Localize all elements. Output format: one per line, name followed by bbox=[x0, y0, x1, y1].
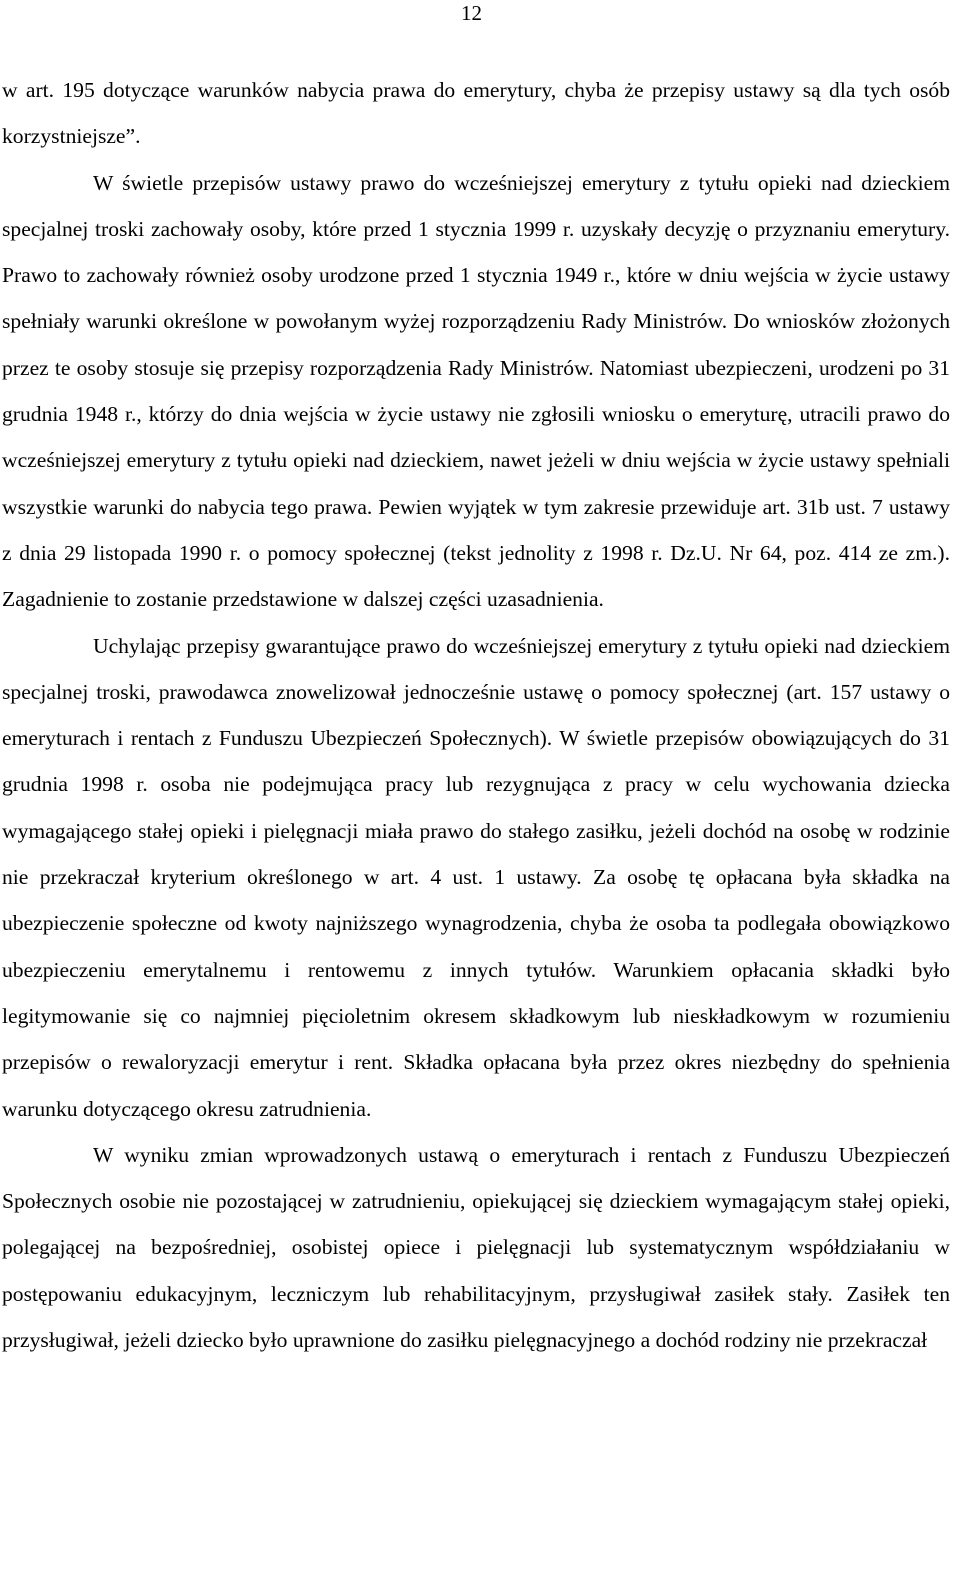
paragraph: W wyniku zmian wprowadzonych ustawą o emeryturach i rentach z Funduszu Ubezpieczeń Społecznych osobie nie pozostającej w zatrudnieniu, opiekującej się dzieckiem wymagającym stałej opieki, polegającej na bezpośredniej, osobistej opiece i pielęgnacji lub systematycznym współdziałaniu w postępowaniu edukacyjnym, leczniczym lub rehabilitacyjnym, przysługiwał zasiłek stały. Zasiłek ten przysługiwał, jeżeli dziecko było uprawnione do zasiłku pielęgnacyjnego a dochód rodziny nie przekraczał bbox=[2, 1142, 950, 1353]
paragraph: W świetle przepisów ustawy prawo do wcześniejszej emerytury z tytułu opieki nad dzieckiem specjalnej troski zachowały osoby, które przed 1 stycznia 1999 r. uzyskały decyzję o przyznaniu emerytury. Prawo to zachowały również osoby urodzone przed 1 stycznia 1949 r., które w dniu wejścia w życie ustawy spełniały warunki określone w powołanym wyżej rozporządzeniu Rady Ministrów. Do wniosków złożonych przez te osoby stosuje się przepisy rozporządzenia Rady Ministrów. Natomiast ubezpieczeni, urodzeni po 31 grudnia 1948 r., którzy do dnia wejścia w życie ustawy nie zgłosili wniosku o emeryturę, utracili prawo do wcześniejszej emerytury z tytułu opieki nad dzieckiem, nawet jeżeli w dniu wejścia w życie ustawy spełniali wszystkie warunki do nabycia tego prawa. Pewien wyjątek w tym zakresie przewiduje art. 31b ust. 7 ustawy z dnia 29 listopada 1990 r. o pomocy społecznej (tekst jednolity z 1998 r. Dz.U. Nr 64, poz. 414 ze zm.). Zagadnienie to zostanie przedstawione w dalszej części uzasadnienia. bbox=[2, 170, 950, 612]
document-body bbox=[2, 67, 950, 1363]
page-number: 12 bbox=[461, 1, 482, 25]
paragraph-continued: w art. 195 dotyczące warunków nabycia prawa do emerytury, chyba że przepisy ustawy są dla tych osób korzystniejsze”. bbox=[2, 78, 950, 149]
paragraph: Uchylając przepisy gwarantujące prawo do wcześniejszej emerytury z tytułu opieki nad dzieckiem specjalnej troski, prawodawca znowelizował jednocześnie ustawę o pomocy społecznej (art. 157 ustawy o emeryturach i rentach z Funduszu Ubezpieczeń Społecznych). W świetle przepisów obowiązujących do 31 grudnia 1998 r. osoba nie podejmująca pracy lub rezygnująca z pracy w celu wychowania dziecka wymagającego stałej opieki i pielęgnacji miała prawo do stałego zasiłku, jeżeli dochód na osobę w rodzinie nie przekraczał kryterium określonego w art. 4 ust. 1 ustawy. Za osobę tę opłacana była składka na ubezpieczenie społeczne od kwoty najniższego wynagrodzenia, chyba że osoba ta podlegała obowiązkowo ubezpieczeniu emerytalnemu i rentowemu z innych tytułów. Warunkiem opłacania składki było legitymowanie się co najmniej pięcioletnim okresem składkowym lub nieskładkowym w rozumieniu przepisów o rewaloryzacji emerytur i rent. Składka opłacana była przez okres niezbędny do spełnienia warunku dotyczącego okresu zatrudnienia. bbox=[2, 633, 950, 1121]
